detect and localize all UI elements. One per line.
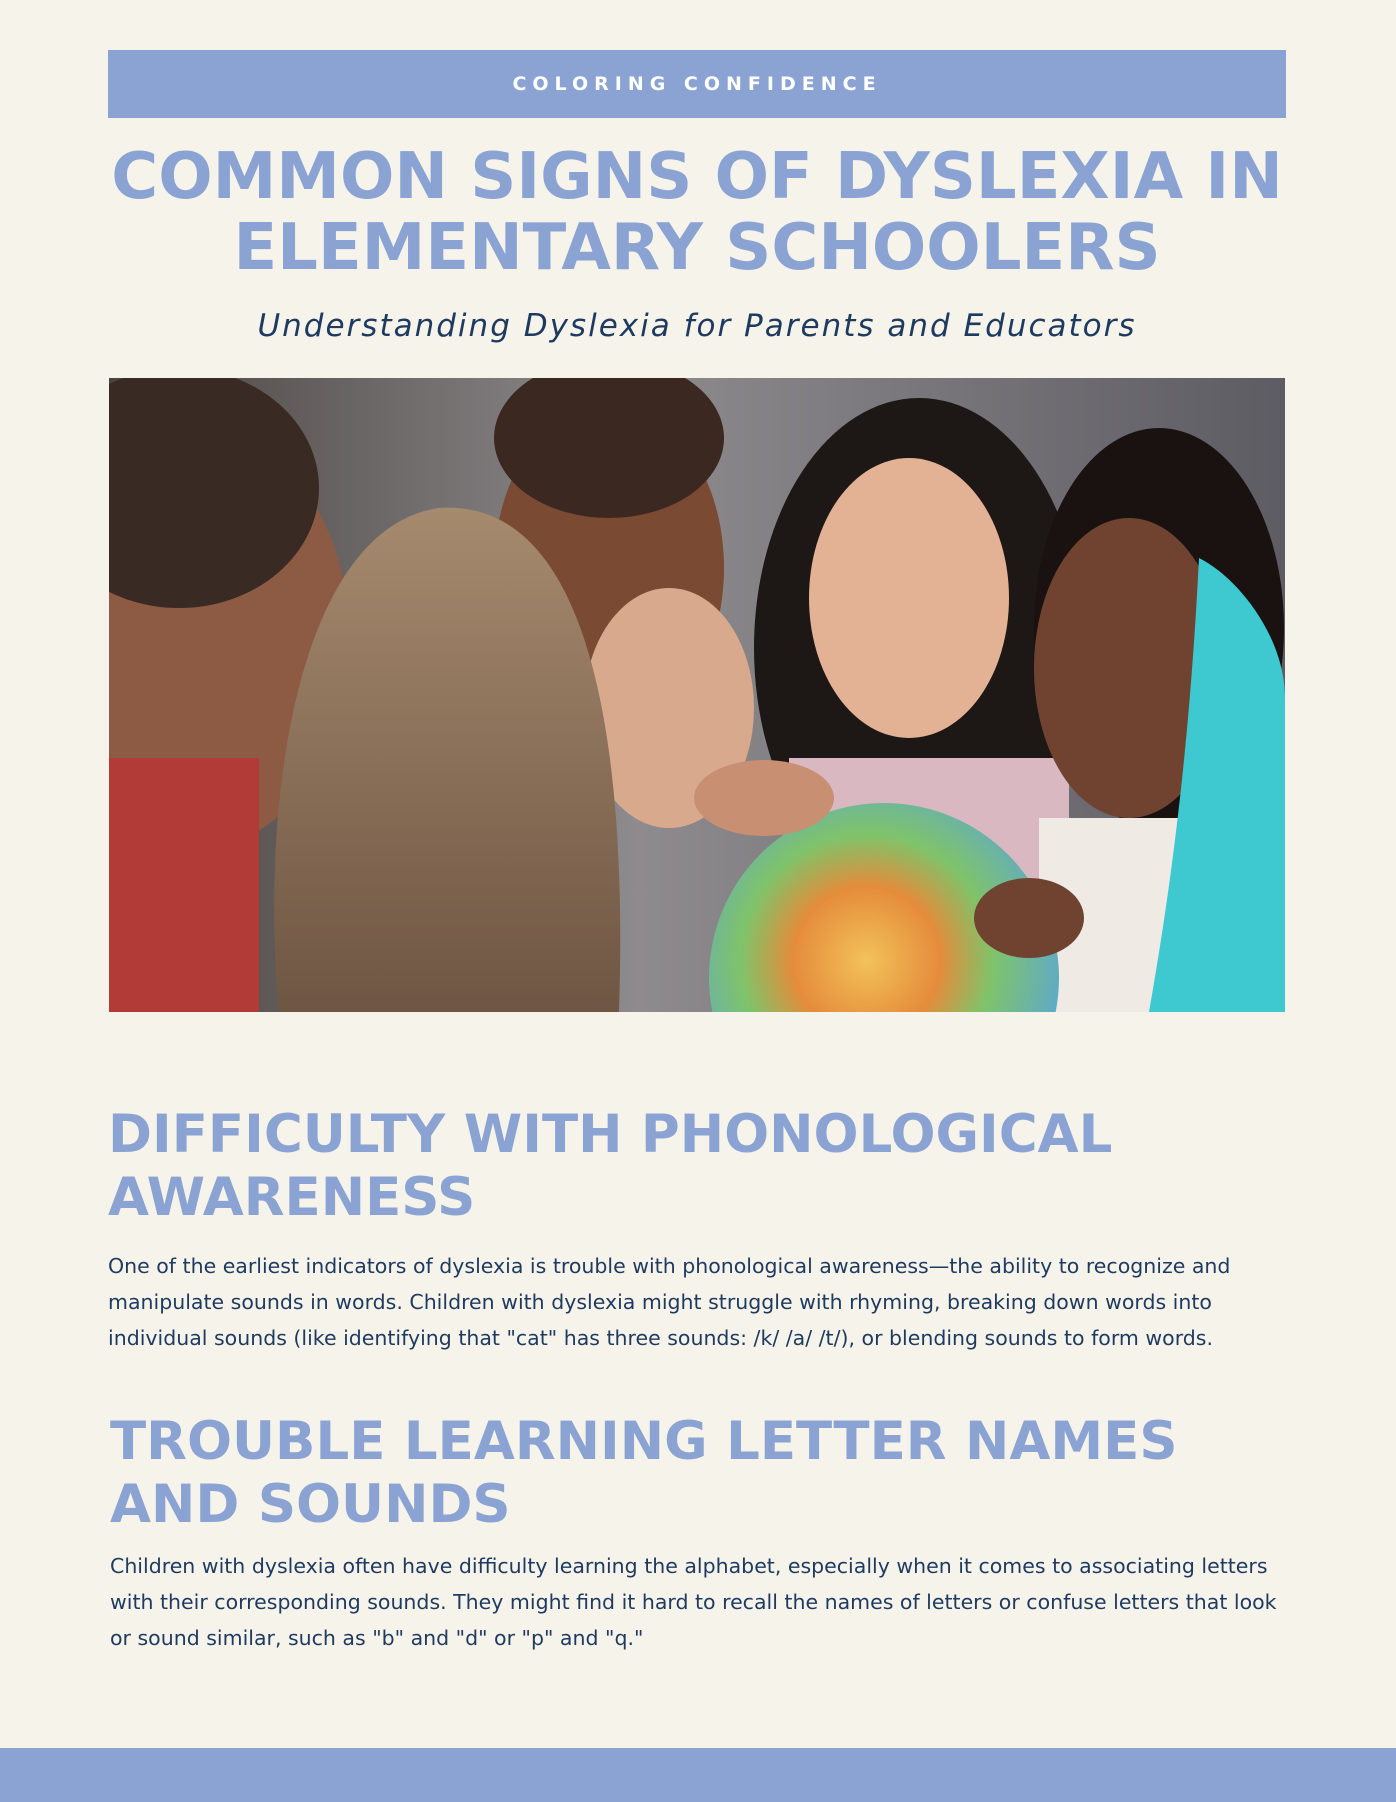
hero-photo-children-globe (109, 378, 1285, 1012)
banner-label: COLORING CONFIDENCE (512, 73, 882, 95)
page-subtitle: Understanding Dyslexia for Parents and Educators (257, 308, 1137, 344)
section-body-phonological-awareness: One of the earliest indicators of dyslexia is trouble with phonological awareness—the ability to recognize and manipulate sounds in words. Children with dyslexia might struggle with rhyming, breaking down words into individual sounds (like identifying that "cat" has three sounds: /k/ /a/ /t/), or blending sounds to form words. (108, 1254, 1231, 1350)
top-banner (108, 50, 1286, 118)
section-body-letter-names-sounds: Children with dyslexia often have difficulty learning the alphabet, especially when it comes to associating letters with their corresponding sounds. They might find it hard to recall the names of letters or confuse letters that look or sound similar, such as "b" and "d" or "p" and "q." (110, 1554, 1277, 1650)
footer-bar (0, 1748, 1396, 1802)
page-title: COMMON SIGNS OF DYSLEXIA IN ELEMENTARY SCHOOLERS (111, 140, 1283, 285)
section-heading-letter-names-sounds: TROUBLE LEARNING LETTER NAMES AND SOUNDS (110, 1411, 1178, 1535)
section-heading-phonological-awareness: DIFFICULTY WITH PHONOLOGICAL AWARENESS (108, 1104, 1113, 1228)
